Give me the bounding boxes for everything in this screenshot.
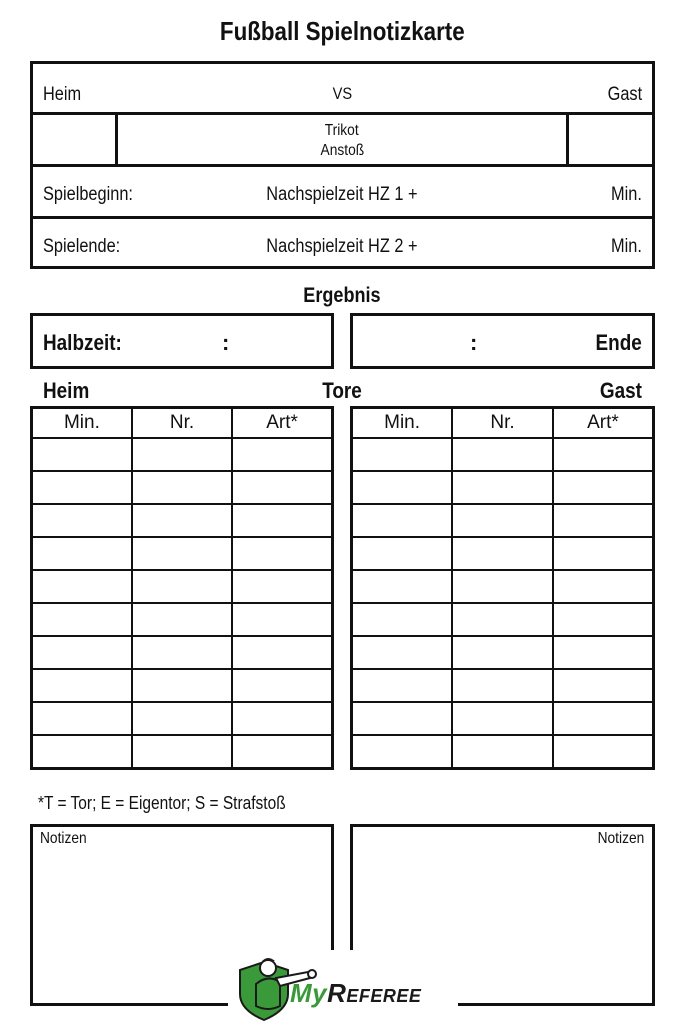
table-row — [32, 735, 333, 769]
goal-cell[interactable] — [32, 570, 132, 603]
table-row — [32, 504, 333, 537]
goal-cell[interactable] — [553, 537, 654, 570]
notes-label-left: Notizen — [40, 830, 87, 847]
goal-cell[interactable] — [232, 471, 332, 504]
goal-cell[interactable] — [132, 669, 232, 702]
table-row — [32, 702, 333, 735]
goal-cell[interactable] — [452, 636, 553, 669]
column-header: Art* — [232, 408, 332, 439]
goal-cell[interactable] — [452, 438, 553, 471]
table-row — [352, 504, 654, 537]
goal-cell[interactable] — [232, 603, 332, 636]
table-row — [352, 471, 654, 504]
goal-cell[interactable] — [232, 570, 332, 603]
table-row — [32, 669, 333, 702]
goals-table-away — [350, 406, 655, 770]
halftime-colon: : — [222, 330, 230, 355]
goal-cell[interactable] — [32, 702, 132, 735]
goal-cell[interactable] — [553, 702, 654, 735]
home-label: Heim — [43, 84, 82, 105]
extra-time-2-label: Nachspielzeit HZ 2 + — [266, 236, 418, 257]
goal-type-legend: *T = Tor; E = Eigentor; S = Strafstoß — [38, 793, 286, 813]
goals-away-heading: Gast — [599, 378, 642, 403]
goal-cell[interactable] — [132, 636, 232, 669]
goal-cell[interactable] — [452, 735, 553, 769]
goal-cell[interactable] — [132, 702, 232, 735]
minutes-label: Min. — [611, 184, 642, 205]
goal-cell[interactable] — [132, 570, 232, 603]
table-row — [352, 669, 654, 702]
extra-time-1-label: Nachspielzeit HZ 1 + — [266, 184, 418, 205]
start-label: Spielbeginn: — [43, 184, 133, 205]
final-colon: : — [470, 330, 478, 355]
divider — [115, 112, 118, 166]
goal-cell[interactable] — [553, 504, 654, 537]
goal-cell[interactable] — [553, 603, 654, 636]
vs-label: VS — [332, 84, 352, 103]
away-label: Gast — [607, 84, 642, 105]
table-row — [352, 636, 654, 669]
goal-cell[interactable] — [32, 537, 132, 570]
goal-cell[interactable] — [232, 537, 332, 570]
table-row — [32, 603, 333, 636]
column-header: Nr. — [132, 408, 232, 439]
brand-logo — [228, 950, 458, 1022]
brand-name — [290, 978, 421, 1009]
goal-cell[interactable] — [352, 537, 453, 570]
table-row — [352, 537, 654, 570]
goal-cell[interactable] — [553, 669, 654, 702]
goal-cell[interactable] — [132, 471, 232, 504]
goal-cell[interactable] — [32, 603, 132, 636]
goal-cell[interactable] — [352, 570, 453, 603]
brand-name-my: My — [290, 978, 328, 1008]
minutes-label: Min. — [611, 236, 642, 257]
divider — [30, 164, 655, 167]
goal-cell[interactable] — [352, 636, 453, 669]
goal-cell[interactable] — [352, 735, 453, 769]
goal-cell[interactable] — [553, 471, 654, 504]
goal-cell[interactable] — [452, 570, 553, 603]
goals-home-heading: Heim — [43, 378, 90, 403]
goal-cell[interactable] — [553, 735, 654, 769]
table-row — [32, 471, 333, 504]
column-header: Min. — [352, 408, 453, 439]
goal-cell[interactable] — [452, 603, 553, 636]
goal-cell[interactable] — [132, 735, 232, 769]
table-row — [352, 438, 654, 471]
goal-cell[interactable] — [352, 504, 453, 537]
divider — [566, 112, 569, 166]
goal-cell[interactable] — [132, 504, 232, 537]
goal-cell[interactable] — [352, 669, 453, 702]
goal-cell[interactable] — [32, 669, 132, 702]
goal-cell[interactable] — [232, 636, 332, 669]
end-label: Spielende: — [43, 236, 121, 257]
divider — [30, 112, 655, 115]
table-row — [352, 702, 654, 735]
table-row — [352, 570, 654, 603]
jersey-label: Trikot — [325, 122, 359, 139]
goal-cell[interactable] — [232, 735, 332, 769]
goal-cell[interactable] — [32, 438, 132, 471]
column-header: Nr. — [452, 408, 553, 439]
page-title: Fußball Spielnotizkarte — [219, 16, 465, 46]
goal-cell[interactable] — [553, 570, 654, 603]
goal-cell[interactable] — [132, 603, 232, 636]
goal-cell[interactable] — [32, 636, 132, 669]
goal-cell[interactable] — [452, 504, 553, 537]
goal-cell[interactable] — [132, 438, 232, 471]
table-row — [32, 537, 333, 570]
table-row — [32, 438, 333, 471]
goals-header-row — [32, 408, 333, 439]
goal-cell[interactable] — [352, 471, 453, 504]
goal-cell[interactable] — [452, 471, 553, 504]
goal-cell[interactable] — [32, 735, 132, 769]
goal-cell[interactable] — [32, 504, 132, 537]
goal-cell[interactable] — [232, 702, 332, 735]
table-row — [32, 570, 333, 603]
goal-cell[interactable] — [32, 471, 132, 504]
column-header: Min. — [32, 408, 132, 439]
goal-cell[interactable] — [553, 438, 654, 471]
table-row — [32, 636, 333, 669]
halftime-label: Halbzeit: — [43, 330, 122, 355]
final-label: Ende — [595, 330, 642, 355]
goals-header-row — [352, 408, 654, 439]
goal-cell[interactable] — [232, 438, 332, 471]
result-heading: Ergebnis — [303, 284, 381, 307]
goal-cell[interactable] — [452, 669, 553, 702]
goal-cell[interactable] — [352, 702, 453, 735]
goal-cell[interactable] — [352, 438, 453, 471]
kickoff-label: Anstoß — [320, 142, 364, 159]
column-header: Art* — [553, 408, 654, 439]
goal-cell[interactable] — [132, 537, 232, 570]
goal-cell[interactable] — [232, 669, 332, 702]
notes-label-right: Notizen — [597, 830, 644, 847]
table-row — [352, 603, 654, 636]
goal-cell[interactable] — [553, 636, 654, 669]
divider — [30, 216, 655, 219]
goal-cell[interactable] — [352, 603, 453, 636]
goal-cell[interactable] — [232, 504, 332, 537]
brand-name-referee: Referee — [327, 978, 422, 1008]
goals-table-home — [30, 406, 334, 770]
table-row — [352, 735, 654, 769]
goal-cell[interactable] — [452, 537, 553, 570]
goals-heading: Tore — [322, 378, 362, 403]
goal-cell[interactable] — [452, 702, 553, 735]
